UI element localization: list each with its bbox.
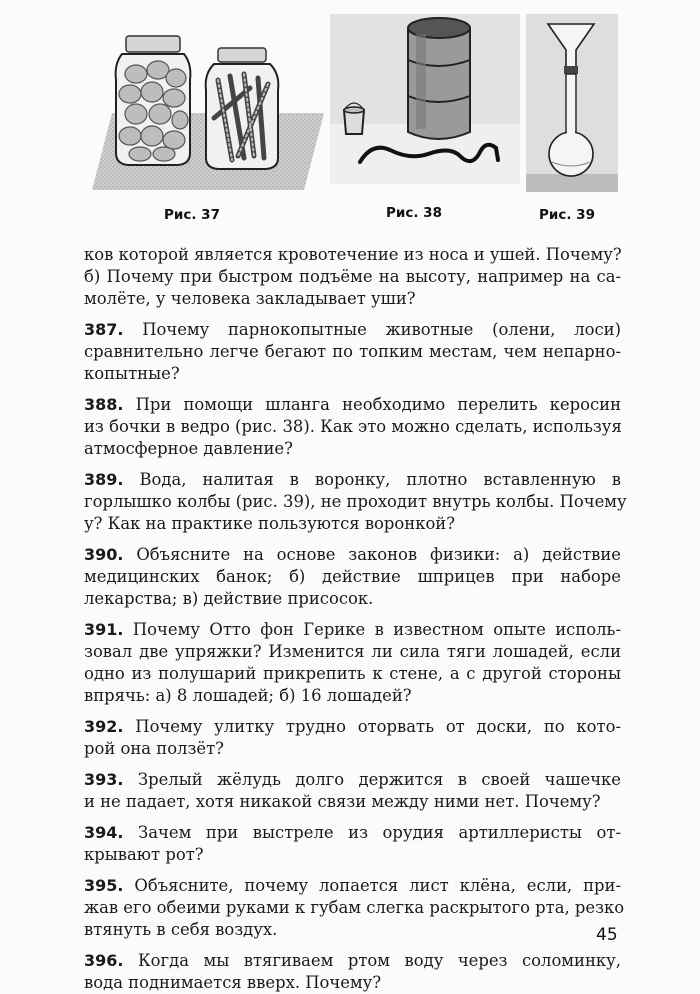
barrel-hose-bucket-icon	[330, 14, 520, 194]
problem-393	[84, 769, 621, 813]
text-line: Почему парнокопытные животные (олени, лоси)	[142, 320, 621, 339]
text-line: лекарства; в) действие присосок.	[84, 589, 374, 608]
pickle-jars-icon	[92, 18, 324, 208]
text-line: атмосферное давление?	[84, 439, 293, 458]
text-line: рой она ползёт?	[84, 739, 224, 758]
text-line: Вода, налитая в воронку, плотно вставленную в	[139, 470, 621, 489]
figure-38-caption: Рис. 38	[386, 205, 442, 221]
problem-number: 395.	[84, 876, 124, 895]
text-line: б) Почему при быстром подъёме на высоту, например на са-	[84, 267, 621, 286]
page-number: 45	[596, 925, 618, 945]
text-line: у? Как на практике пользуются воронкой?	[84, 514, 456, 533]
problem-388	[84, 394, 621, 460]
problem-387	[84, 319, 621, 385]
intro-paragraph	[84, 244, 621, 310]
problem-number: 391.	[84, 620, 124, 639]
text-line: зовал две упряжки? Изменится ли сила тяги лошадей, если	[84, 642, 621, 661]
text-line: ков которой является кровотечение из носа и ушей. Почему?	[84, 245, 622, 264]
text-line: Почему улитку трудно оторвать от доски, по кото-	[135, 717, 621, 736]
problem-number: 390.	[84, 545, 124, 564]
text-line: жав его обеими руками к губам слегка раскрытого рта, резко	[84, 898, 625, 917]
figure-38	[330, 14, 520, 194]
figure-39	[526, 14, 618, 194]
text-line: Зачем при выстреле из орудия артиллеристы от-	[138, 823, 621, 842]
problem-number: 392.	[84, 717, 124, 736]
text-line: копытные?	[84, 364, 180, 383]
text-line: крывают рот?	[84, 845, 204, 864]
figure-39-caption: Рис. 39	[539, 207, 595, 223]
text-line: впрячь: а) 8 лошадей; б) 16 лошадей?	[84, 686, 412, 705]
problem-392	[84, 716, 621, 760]
text-line: из бочки в ведро (рис. 38). Как это можно сделать, используя	[84, 417, 622, 436]
text-line: медицинских банок; б) действие шприцев при наборе	[84, 567, 621, 586]
figure-37	[92, 18, 324, 208]
text-line: Объясните, почему лопается лист клёна, если, при-	[134, 876, 621, 895]
problem-number: 389.	[84, 470, 124, 489]
text-line: вода поднимается вверх. Почему?	[84, 973, 382, 992]
problem-394	[84, 822, 621, 866]
text-line: одно из полушарий прикрепить к стене, а с другой стороны	[84, 664, 621, 683]
text-line: Зрелый жёлудь долго держится в своей чашечке	[137, 770, 621, 789]
text-line: Почему Отто фон Герике в известном опыте исполь-	[132, 620, 621, 639]
text-line: молёте, у человека закладывает уши?	[84, 289, 416, 308]
problem-number: 393.	[84, 770, 124, 789]
text-line: горлышко колбы (рис. 39), не проходит внутрь колбы. Почему	[84, 492, 627, 511]
text-line: Когда мы втягиваем ртом воду через соломинку,	[137, 951, 622, 970]
text-line: втянуть в себя воздух.	[84, 920, 278, 939]
exercise-text	[84, 244, 627, 994]
text-line: При помощи шланга необходимо перелить керосин	[135, 395, 621, 414]
problem-396	[84, 950, 621, 994]
figure-37-caption: Рис. 37	[164, 207, 220, 223]
problem-number: 388.	[84, 395, 124, 414]
problem-number: 396.	[84, 951, 124, 970]
problem-389	[84, 469, 627, 535]
text-line: и не падает, хотя никакой связи между ними нет. Почему?	[84, 792, 601, 811]
problem-390	[84, 544, 621, 610]
text-line: Объясните на основе законов физики: а) действие	[136, 545, 621, 564]
problem-number: 394.	[84, 823, 124, 842]
problem-number: 387.	[84, 320, 124, 339]
problem-391	[84, 619, 621, 707]
problem-395	[84, 875, 625, 941]
funnel-flask-icon	[526, 14, 618, 194]
text-line: сравнительно легче бегают по топким местам, чем непарно-	[84, 342, 621, 361]
